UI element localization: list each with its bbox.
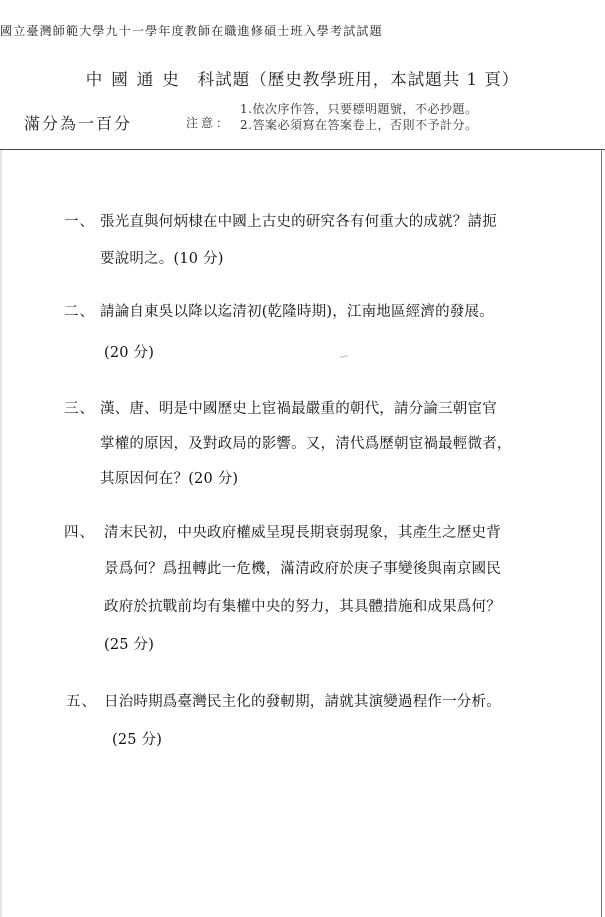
question-text-line: 請論自東吳以降以迄清初(乾隆時期)，江南地區經濟的發展。 — [100, 304, 494, 320]
question-number: 五、 — [66, 694, 97, 710]
question-text-line: 政府於抗戰前均有集權中央的努力，其具體措施和成果爲何？ — [104, 599, 501, 615]
question-number: 四、 — [64, 525, 95, 541]
notice-item: 1.依次序作答，只要標明題號，不必抄題。 — [240, 102, 478, 116]
question-text-line: 景爲何？爲扭轉此一危機，滿清政府於庚子事變後與南京國民 — [104, 561, 501, 577]
question-number: 一、 — [64, 214, 95, 230]
scan-mark — [340, 355, 348, 358]
question-text-line: 張光直與何炳棣在中國上古史的研究各有何重大的成就？請扼 — [100, 214, 497, 230]
notice-list — [240, 101, 477, 133]
question-text-line: (25 分) — [112, 732, 163, 748]
question-number: 三、 — [64, 401, 95, 417]
exam-title: 國立臺灣師範大學九十一學年度教師在職進修碩士班入學考試試題 — [0, 24, 383, 38]
page-border-right — [601, 149, 602, 917]
question-text-line: 要說明之。(10 分) — [100, 251, 224, 267]
question-text-line: (20 分) — [104, 345, 155, 361]
question-text-line: 其原因何在？(20 分) — [100, 471, 239, 487]
subject-name: 中國通史 — [85, 70, 188, 89]
question-text-line: 清末民初，中央政府權威呈現長期衰弱現象，其產生之歷史背 — [104, 525, 501, 541]
subject-info: 科試題（歷史教學班用，本試題共 1 頁） — [197, 70, 520, 89]
question-text-line: 日治時期爲臺灣民主化的發軔期，請就其演變過程作一分析。 — [104, 694, 501, 710]
notice-item: 2.答案必須寫在答案卷上，否則不予計分。 — [240, 118, 478, 132]
scan-edge-shadow — [0, 150, 3, 917]
question-text-line: (25 分) — [104, 637, 155, 653]
subject-line — [0, 66, 605, 90]
full-score-text: 滿分為一百分 — [24, 114, 133, 133]
question-number: 二、 — [64, 304, 95, 320]
question-text-line: 漢、唐、明是中國歷史上宦禍最嚴重的朝代，請分論三朝宦官 — [100, 401, 497, 417]
notice-label: 注意： — [186, 116, 232, 130]
header-divider — [0, 149, 605, 150]
question-text-line: 掌權的原因，及對政局的影響。又，清代爲歷朝宦禍最輕微者， — [100, 436, 512, 452]
